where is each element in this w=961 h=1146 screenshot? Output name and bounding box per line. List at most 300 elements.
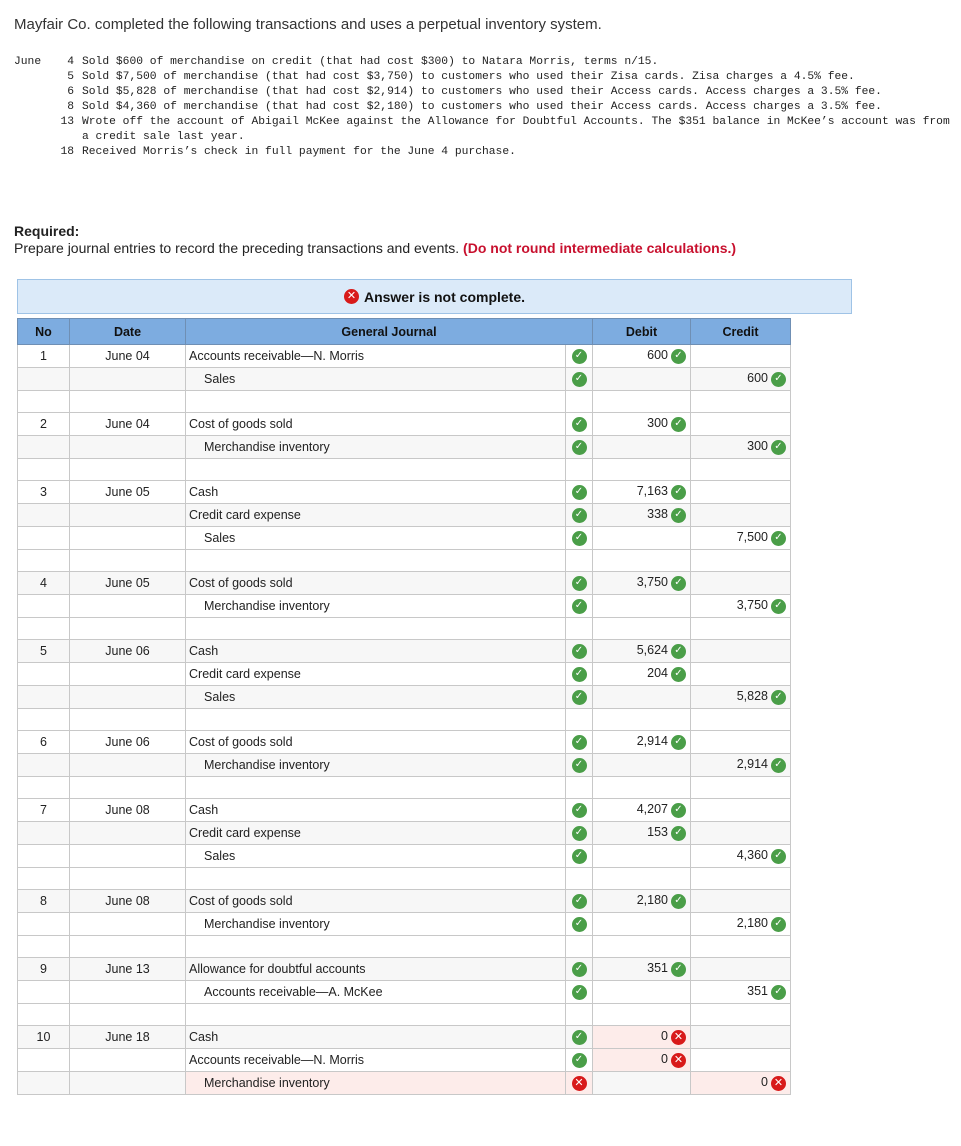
entry-date: June 13: [70, 958, 186, 981]
table-row: [18, 504, 791, 527]
debit-field[interactable]: [593, 368, 691, 391]
account-field[interactable]: Cost of goods sold: [186, 572, 566, 595]
transaction-day: 18: [60, 146, 74, 158]
table-row: [18, 822, 791, 845]
blank-cell: [18, 777, 70, 799]
credit-field[interactable]: [691, 481, 791, 504]
debit-value: 3,750: [636, 575, 668, 590]
entry-number: [18, 436, 70, 459]
debit-field[interactable]: [593, 345, 691, 368]
account-status: [566, 845, 593, 868]
entry-number: [18, 368, 70, 391]
entry-number: [18, 527, 70, 550]
entry-date: June 18: [70, 1026, 186, 1049]
account-status: [566, 595, 593, 618]
table-row: [18, 890, 791, 913]
entry-date: [70, 1072, 186, 1095]
entry-date: [70, 436, 186, 459]
account-status: [566, 436, 593, 459]
credit-field[interactable]: [691, 981, 791, 1004]
account-status: [566, 890, 593, 913]
table-row-blank: [18, 391, 791, 413]
debit-field[interactable]: [593, 504, 691, 527]
blank-cell: [186, 550, 566, 572]
entry-date: [70, 663, 186, 686]
entry-number: 6: [18, 731, 70, 754]
transaction-item: [14, 70, 954, 85]
blank-cell: [593, 709, 691, 731]
blank-cell: [70, 550, 186, 572]
blank-cell: [691, 936, 791, 958]
check-icon: ✓: [671, 667, 686, 682]
check-icon: ✓: [572, 1030, 587, 1045]
account-field[interactable]: Accounts receivable—N. Morris: [186, 345, 566, 368]
check-icon: ✓: [572, 735, 587, 750]
check-icon: ✓: [572, 417, 587, 432]
credit-value: 7,500: [736, 530, 768, 545]
table-row-blank: [18, 550, 791, 572]
credit-field[interactable]: [691, 890, 791, 913]
debit-value: 2,914: [636, 734, 668, 749]
credit-field[interactable]: [691, 595, 791, 618]
account-field[interactable]: Merchandise inventory: [186, 595, 566, 618]
blank-cell: [186, 936, 566, 958]
check-icon: ✓: [572, 826, 587, 841]
transaction-text: Wrote off the account of Abigail McKee against the Allowance for Doubtful Accounts. The $351 balance in McKee’s account was from a credit sale last year.: [82, 116, 957, 143]
account-field[interactable]: Sales: [186, 368, 566, 391]
blank-cell: [186, 709, 566, 731]
table-row: [18, 413, 791, 436]
transaction-text: Received Morris’s check in full payment for the June 4 purchase.: [82, 146, 516, 158]
check-icon: ✓: [572, 576, 587, 591]
debit-value: 5,624: [636, 643, 668, 658]
table-row: [18, 1072, 791, 1095]
account-field[interactable]: Cost of goods sold: [186, 890, 566, 913]
banner-text: Answer is not complete.: [363, 288, 526, 305]
entry-number: [18, 595, 70, 618]
debit-field[interactable]: [593, 595, 691, 618]
entry-number: [18, 663, 70, 686]
transaction-day: 5: [67, 71, 74, 83]
table-row: [18, 368, 791, 391]
entry-date: [70, 504, 186, 527]
transaction-month: [14, 85, 54, 100]
credit-field[interactable]: [691, 686, 791, 709]
account-field[interactable]: Merchandise inventory: [186, 436, 566, 459]
blank-cell: [70, 868, 186, 890]
check-icon: ✓: [671, 894, 686, 909]
account-field[interactable]: Allowance for doubtful accounts: [186, 958, 566, 981]
debit-field[interactable]: [593, 1049, 691, 1072]
entry-date: June 04: [70, 345, 186, 368]
transaction-text: Sold $7,500 of merchandise (that had cost $3,750) to customers who used their Zisa cards. Zisa charges a 4.5% fee.: [82, 71, 855, 83]
credit-field[interactable]: [691, 1026, 791, 1049]
credit-field[interactable]: [691, 731, 791, 754]
credit-field[interactable]: [691, 572, 791, 595]
transaction-item: [14, 145, 954, 160]
account-field[interactable]: Cash: [186, 481, 566, 504]
credit-field[interactable]: [691, 436, 791, 459]
blank-cell: [691, 868, 791, 890]
entry-date: June 08: [70, 890, 186, 913]
transaction-month: [14, 115, 54, 145]
account-status: [566, 345, 593, 368]
debit-field[interactable]: [593, 640, 691, 663]
entry-number: 9: [18, 958, 70, 981]
col-header-debit: Debit: [593, 319, 691, 345]
check-icon: ✓: [572, 667, 587, 682]
entry-date: June 04: [70, 413, 186, 436]
debit-field[interactable]: [593, 481, 691, 504]
blank-cell: [18, 936, 70, 958]
debit-value: 351: [647, 961, 668, 976]
transaction-text: Sold $5,828 of merchandise (that had cost $2,914) to customers who used their Access cards. Access charges a 3.5% fee.: [82, 86, 882, 98]
check-icon: ✓: [671, 803, 686, 818]
blank-cell: [18, 868, 70, 890]
check-icon: ✓: [671, 644, 686, 659]
blank-cell: [186, 777, 566, 799]
table-row: [18, 981, 791, 1004]
debit-value: 338: [647, 507, 668, 522]
check-icon: ✓: [671, 485, 686, 500]
check-icon: ✓: [572, 917, 587, 932]
account-field[interactable]: Sales: [186, 845, 566, 868]
blank-cell: [70, 777, 186, 799]
check-icon: ✓: [572, 349, 587, 364]
blank-cell: [70, 391, 186, 413]
problem-intro: Mayfair Co. completed the following transactions and uses a perpetual inventory system.: [14, 16, 602, 33]
entry-number: 3: [18, 481, 70, 504]
account-status: [566, 527, 593, 550]
blank-cell: [70, 709, 186, 731]
table-row-blank: [18, 777, 791, 799]
check-icon: ✓: [771, 690, 786, 705]
account-status: [566, 981, 593, 1004]
debit-value: 600: [647, 348, 668, 363]
debit-field[interactable]: [593, 1072, 691, 1095]
table-row-blank: [18, 868, 791, 890]
blank-cell: [691, 459, 791, 481]
account-status: [566, 822, 593, 845]
blank-cell: [70, 459, 186, 481]
check-icon: ✓: [572, 372, 587, 387]
blank-cell: [18, 1004, 70, 1026]
blank-cell: [593, 459, 691, 481]
credit-value: 2,914: [736, 757, 768, 772]
blank-cell: [691, 709, 791, 731]
account-status: [566, 1049, 593, 1072]
account-field[interactable]: Accounts receivable—A. McKee: [186, 981, 566, 1004]
debit-field[interactable]: [593, 663, 691, 686]
x-icon: ✕: [671, 1053, 686, 1068]
entry-number: [18, 981, 70, 1004]
account-field[interactable]: Merchandise inventory: [186, 1072, 566, 1095]
blank-cell: [691, 618, 791, 640]
entry-date: June 05: [70, 572, 186, 595]
credit-field[interactable]: [691, 640, 791, 663]
table-row-blank: [18, 936, 791, 958]
entry-number: 4: [18, 572, 70, 595]
blank-cell: [566, 1004, 593, 1026]
table-row: [18, 595, 791, 618]
account-status: [566, 368, 593, 391]
debit-value: 0: [661, 1052, 668, 1067]
blank-cell: [593, 868, 691, 890]
credit-value: 3,750: [736, 598, 768, 613]
blank-cell: [691, 777, 791, 799]
credit-field[interactable]: [691, 845, 791, 868]
debit-value: 204: [647, 666, 668, 681]
account-status: [566, 504, 593, 527]
entry-date: [70, 368, 186, 391]
table-row: [18, 572, 791, 595]
transaction-item: [14, 115, 957, 145]
entry-number: 2: [18, 413, 70, 436]
entry-number: 10: [18, 1026, 70, 1049]
debit-value: 7,163: [636, 484, 668, 499]
transaction-month: [14, 100, 54, 115]
check-icon: ✓: [771, 599, 786, 614]
credit-field[interactable]: [691, 822, 791, 845]
account-field[interactable]: Credit card expense: [186, 504, 566, 527]
check-icon: ✓: [671, 826, 686, 841]
entry-date: [70, 981, 186, 1004]
credit-field[interactable]: [691, 754, 791, 777]
table-row: [18, 845, 791, 868]
entry-date: [70, 1049, 186, 1072]
check-icon: ✓: [671, 576, 686, 591]
credit-value: 4,360: [736, 848, 768, 863]
debit-field[interactable]: [593, 799, 691, 822]
credit-value: 5,828: [736, 689, 768, 704]
debit-field[interactable]: [593, 1026, 691, 1049]
credit-field[interactable]: [691, 1072, 791, 1095]
blank-cell: [18, 709, 70, 731]
account-field[interactable]: Credit card expense: [186, 663, 566, 686]
table-row: [18, 663, 791, 686]
entry-date: [70, 754, 186, 777]
blank-cell: [566, 618, 593, 640]
account-field[interactable]: Merchandise inventory: [186, 913, 566, 936]
blank-cell: [566, 391, 593, 413]
table-row: [18, 1049, 791, 1072]
debit-field[interactable]: [593, 436, 691, 459]
x-icon: ✕: [572, 1076, 587, 1091]
entry-number: 5: [18, 640, 70, 663]
blank-cell: [593, 550, 691, 572]
blank-cell: [186, 391, 566, 413]
debit-field[interactable]: [593, 572, 691, 595]
blank-cell: [186, 459, 566, 481]
table-row: [18, 527, 791, 550]
check-icon: ✓: [572, 1053, 587, 1068]
debit-field[interactable]: [593, 413, 691, 436]
check-icon: ✓: [771, 372, 786, 387]
account-field[interactable]: Cash: [186, 1026, 566, 1049]
debit-field[interactable]: [593, 754, 691, 777]
blank-cell: [70, 1004, 186, 1026]
credit-field[interactable]: [691, 413, 791, 436]
entry-number: [18, 754, 70, 777]
account-field[interactable]: Cost of goods sold: [186, 731, 566, 754]
account-field[interactable]: Cash: [186, 799, 566, 822]
credit-field[interactable]: [691, 1049, 791, 1072]
table-row-blank: [18, 709, 791, 731]
transaction-list: [14, 55, 957, 160]
transaction-month: [14, 145, 54, 160]
debit-field[interactable]: [593, 913, 691, 936]
transaction-item: [14, 55, 954, 70]
credit-value: 300: [747, 439, 768, 454]
check-icon: ✓: [771, 758, 786, 773]
entry-date: June 08: [70, 799, 186, 822]
credit-value: 0: [761, 1075, 768, 1090]
account-status: [566, 731, 593, 754]
check-icon: ✓: [572, 440, 587, 455]
account-status: [566, 913, 593, 936]
entry-date: [70, 845, 186, 868]
debit-field[interactable]: [593, 890, 691, 913]
credit-value: 2,180: [736, 916, 768, 931]
debit-field[interactable]: [593, 731, 691, 754]
x-icon: ✕: [771, 1076, 786, 1091]
blank-cell: [566, 550, 593, 572]
blank-cell: [186, 618, 566, 640]
blank-cell: [566, 868, 593, 890]
debit-field[interactable]: [593, 981, 691, 1004]
entry-number: [18, 504, 70, 527]
credit-field[interactable]: [691, 504, 791, 527]
account-field[interactable]: Accounts receivable—N. Morris: [186, 1049, 566, 1072]
blank-cell: [691, 391, 791, 413]
general-journal-table: [17, 318, 791, 1095]
credit-field[interactable]: [691, 527, 791, 550]
debit-field[interactable]: [593, 686, 691, 709]
blank-cell: [566, 777, 593, 799]
answer-status-banner: [17, 279, 852, 314]
credit-value: 351: [747, 984, 768, 999]
table-row: [18, 481, 791, 504]
blank-cell: [566, 459, 593, 481]
check-icon: ✓: [671, 962, 686, 977]
check-icon: ✓: [771, 917, 786, 932]
transaction-text: Sold $600 of merchandise on credit (that had cost $300) to Natara Morris, terms n/15.: [82, 56, 659, 68]
check-icon: ✓: [572, 531, 587, 546]
credit-field[interactable]: [691, 799, 791, 822]
blank-cell: [593, 618, 691, 640]
blank-cell: [18, 459, 70, 481]
blank-cell: [186, 1004, 566, 1026]
entry-number: [18, 913, 70, 936]
table-row: [18, 686, 791, 709]
debit-field[interactable]: [593, 822, 691, 845]
transaction-day: 8: [67, 101, 74, 113]
check-icon: ✓: [572, 508, 587, 523]
account-field[interactable]: Cash: [186, 640, 566, 663]
table-row-blank: [18, 1004, 791, 1026]
entry-number: 7: [18, 799, 70, 822]
x-circle-icon: ✕: [344, 289, 359, 304]
check-icon: ✓: [572, 962, 587, 977]
blank-cell: [186, 868, 566, 890]
debit-value: 2,180: [636, 893, 668, 908]
account-status: [566, 958, 593, 981]
entry-number: 8: [18, 890, 70, 913]
credit-field[interactable]: [691, 913, 791, 936]
required-highlight: (Do not round intermediate calculations.): [463, 240, 737, 256]
entry-number: [18, 1049, 70, 1072]
check-icon: ✓: [572, 849, 587, 864]
table-header-row: [18, 319, 791, 345]
col-header-credit: Credit: [691, 319, 791, 345]
col-header-no: No: [18, 319, 70, 345]
entry-date: [70, 822, 186, 845]
entry-number: 1: [18, 345, 70, 368]
check-icon: ✓: [572, 894, 587, 909]
transaction-day: 13: [60, 116, 74, 128]
account-field[interactable]: Sales: [186, 527, 566, 550]
account-field[interactable]: Sales: [186, 686, 566, 709]
table-row-blank: [18, 459, 791, 481]
account-field[interactable]: Credit card expense: [186, 822, 566, 845]
credit-field[interactable]: [691, 345, 791, 368]
check-icon: ✓: [572, 644, 587, 659]
transaction-day: 6: [67, 86, 74, 98]
x-icon: ✕: [671, 1030, 686, 1045]
check-icon: ✓: [572, 599, 587, 614]
check-icon: ✓: [572, 485, 587, 500]
debit-value: 300: [647, 416, 668, 431]
account-field[interactable]: Cost of goods sold: [186, 413, 566, 436]
required-text: Prepare journal entries to record the preceding transactions and events.: [14, 240, 460, 256]
transaction-month: June: [14, 56, 42, 68]
blank-cell: [593, 1004, 691, 1026]
entry-number: [18, 845, 70, 868]
account-status: [566, 1026, 593, 1049]
account-status: [566, 799, 593, 822]
account-status: [566, 686, 593, 709]
blank-cell: [18, 391, 70, 413]
transaction-item: [14, 85, 954, 100]
entry-date: [70, 913, 186, 936]
debit-field[interactable]: [593, 845, 691, 868]
debit-value: 153: [647, 825, 668, 840]
account-field[interactable]: Merchandise inventory: [186, 754, 566, 777]
transaction-month: [14, 70, 54, 85]
check-icon: ✓: [771, 531, 786, 546]
entry-date: [70, 686, 186, 709]
blank-cell: [593, 777, 691, 799]
blank-cell: [593, 391, 691, 413]
check-icon: ✓: [572, 690, 587, 705]
blank-cell: [691, 1004, 791, 1026]
entry-number: [18, 686, 70, 709]
credit-field[interactable]: [691, 958, 791, 981]
entry-date: June 05: [70, 481, 186, 504]
table-row: [18, 640, 791, 663]
debit-value: 0: [661, 1029, 668, 1044]
debit-field[interactable]: [593, 527, 691, 550]
blank-cell: [566, 709, 593, 731]
account-status: [566, 481, 593, 504]
blank-cell: [566, 936, 593, 958]
credit-field[interactable]: [691, 663, 791, 686]
col-header-general-journal: General Journal: [186, 319, 593, 345]
blank-cell: [70, 618, 186, 640]
debit-field[interactable]: [593, 958, 691, 981]
credit-field[interactable]: [691, 368, 791, 391]
table-row: [18, 754, 791, 777]
